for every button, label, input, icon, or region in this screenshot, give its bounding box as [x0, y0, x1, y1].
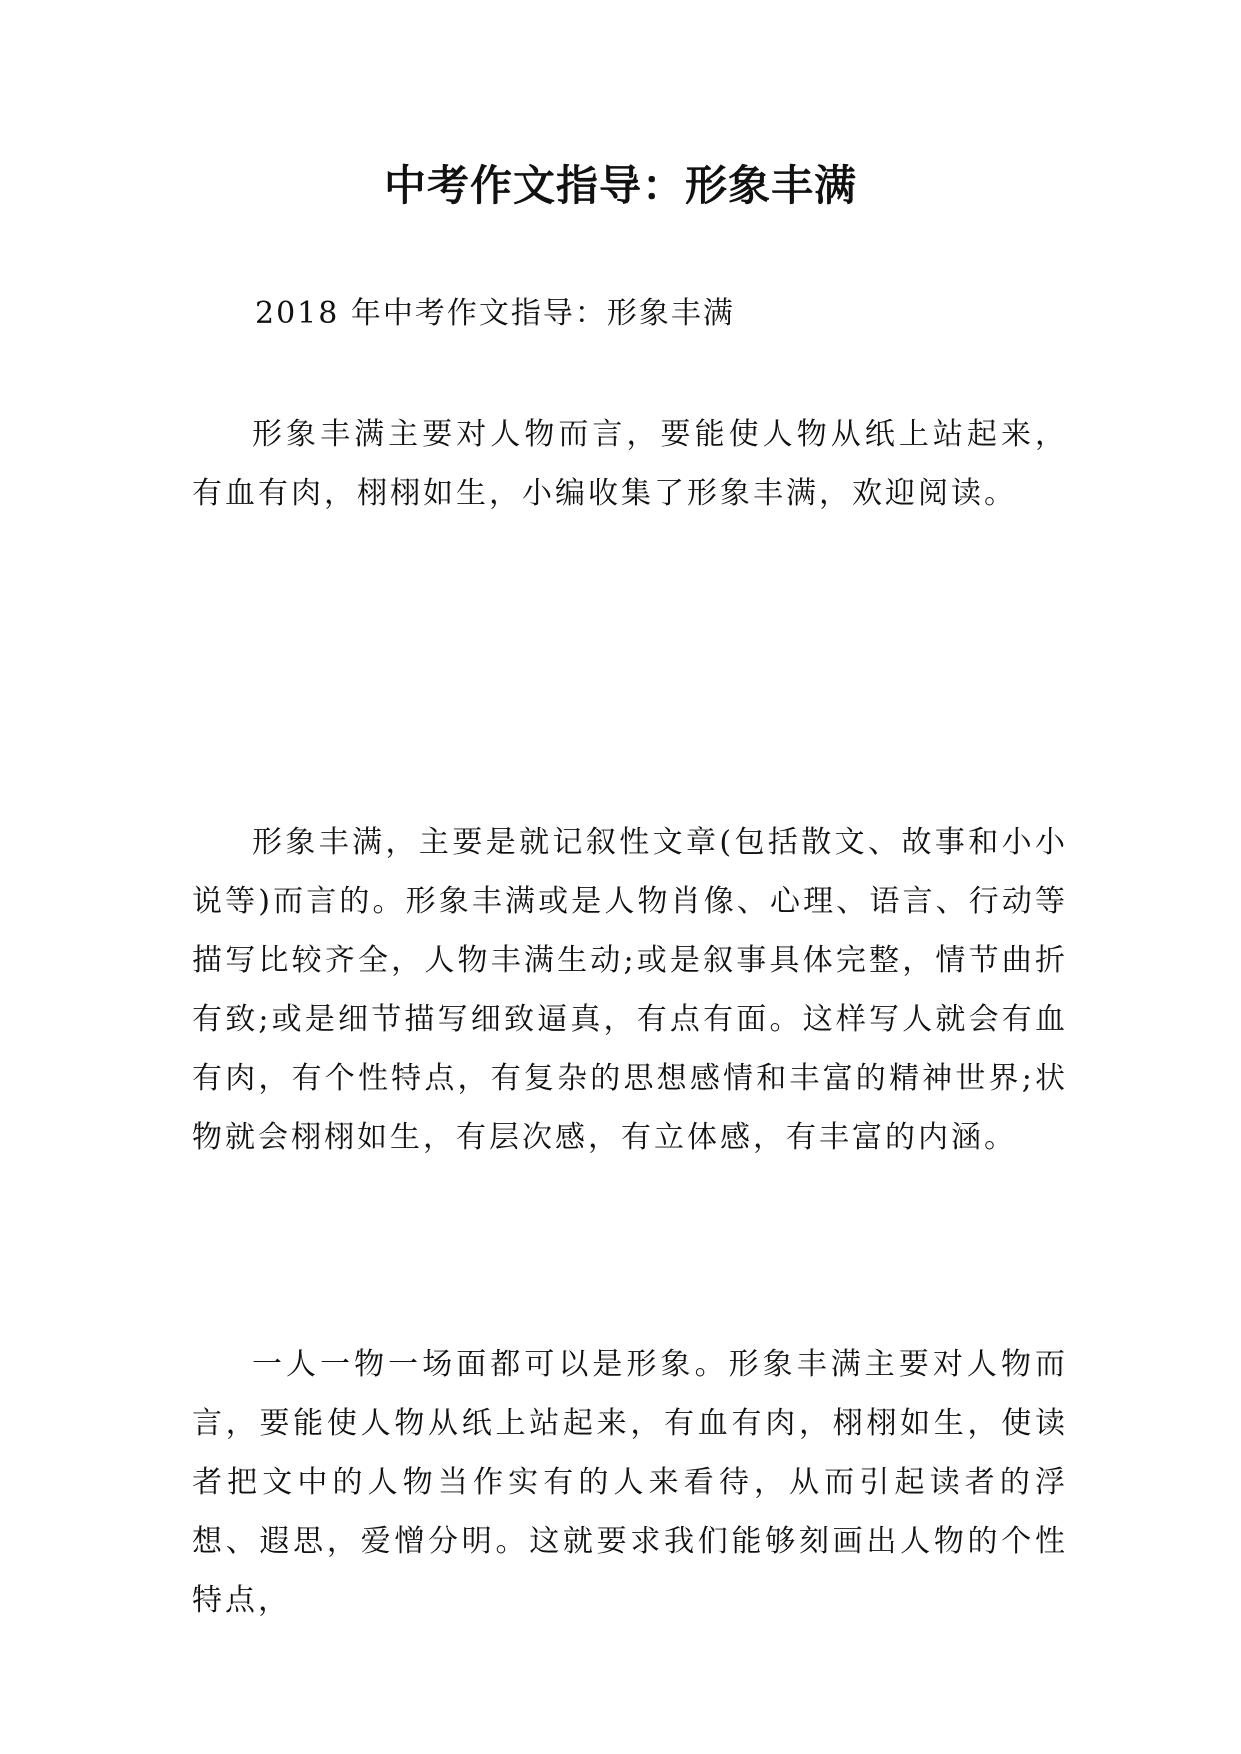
paragraph-definition: 形象丰满，主要是就记叙性文章(包括散文、故事和小小说等)而言的。形象丰满或是人物肖像、心理、语言、行动等描写比较齐全，人物丰满生动;或是叙事具体完整，情节曲折有致;或是细节描写细致逼真，有点有面。这样写人就会有血有肉，有个性特点，有复杂的思想感情和丰富的精神世界;状物就会栩栩如生，有层次感，有立体感，有丰富的内涵。	[192, 825, 1068, 1155]
document-subtitle: 2018 年中考作文指导：形象丰满	[255, 296, 735, 331]
paragraph-intro: 形象丰满主要对人物而言，要能使人物从纸上站起来，有血有肉，栩栩如生，小编收集了形象丰满，欢迎阅读。	[192, 417, 1068, 511]
paragraph-character: 一人一物一场面都可以是形象。形象丰满主要对人物而言，要能使人物从纸上站起来，有血有肉，栩栩如生，使读者把文中的人物当作实有的人来看待，从而引起读者的浮想、遐思，爱憎分明。这就要求我们能够刻画出人物的个性特点，	[192, 1347, 1068, 1618]
document-title: 中考作文指导：形象丰满	[383, 161, 857, 210]
